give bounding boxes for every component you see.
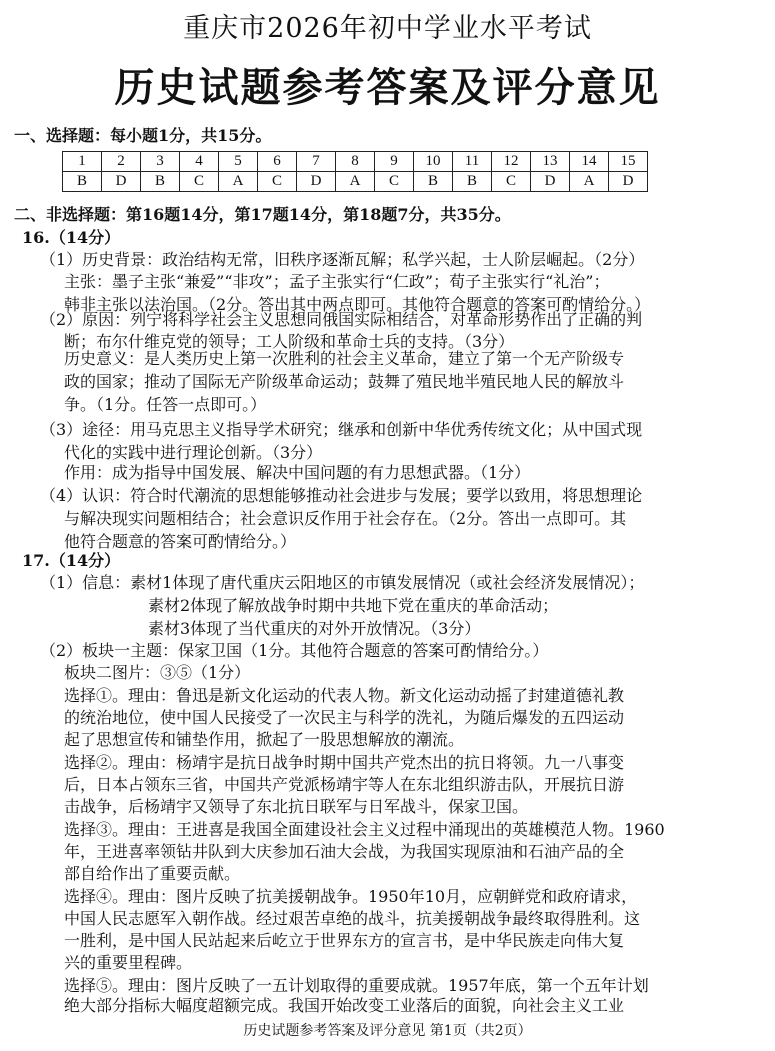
question-number-cell: 7 [297, 152, 336, 172]
answer-line: （4）认识：符合时代潮流的思想能够推动社会进步与发展；要学以致用，将思想理论 [40, 486, 643, 505]
answer-cell: C [375, 172, 414, 192]
answer-cell: B [453, 172, 492, 192]
answer-line: 与解决现实问题相结合；社会意识反作用于社会存在。（2分。答出一点即可。其 [64, 509, 627, 528]
answer-cell: B [414, 172, 453, 192]
answer-line: 后，日本占领东三省，中国共产党派杨靖宇等人在东北组织游击队，开展抗日游 [64, 775, 625, 794]
answer-line: 代化的实践中进行理论创新。（3分） [64, 443, 323, 462]
page-footer: 历史试题参考答案及评分意见 第1页（共2页） [243, 1023, 532, 1039]
question-number-cell: 14 [570, 152, 609, 172]
question-number-cell: 6 [258, 152, 297, 172]
question-number-cell: 3 [141, 152, 180, 172]
answer-line: 素材3体现了当代重庆的对外开放情况。（3分） [148, 619, 481, 638]
question-16-heading: 16.（14分） [22, 228, 121, 247]
question-number-cell: 1 [63, 152, 102, 172]
answer-line: 选择②。理由：杨靖宇是抗日战争时期中国共产党杰出的抗日将领。九一八事变 [64, 753, 625, 772]
answer-line: 板块二图片：③⑤（1分） [64, 663, 251, 682]
answer-key-row [63, 172, 648, 192]
question-number-cell: 13 [531, 152, 570, 172]
question-number-cell: 5 [219, 152, 258, 172]
answer-line: （1）历史背景：政治结构无常，旧秩序逐渐瓦解；私学兴起，士人阶层崛起。（2分） [40, 250, 645, 269]
question-17-heading: 17.（14分） [22, 551, 121, 570]
answer-cell: B [63, 172, 102, 192]
question-number-cell: 8 [336, 152, 375, 172]
answer-line: 的统治地位，使中国人民接受了一次民主与科学的洗礼，为随后爆发的五四运动 [64, 708, 625, 727]
answer-line: 政的国家；推动了国际无产阶级革命运动；鼓舞了殖民地半殖民地人民的解放斗 [64, 372, 625, 391]
answer-line: 选择③。理由：王进喜是我国全面建设社会主义过程中涌现出的英雄模范人物。1960 [64, 820, 665, 839]
answer-line: 选择④。理由：图片反映了抗美援朝战争。1950年10月，应朝鲜党和政府请求， [64, 887, 638, 906]
answer-line: （2）原因：列宁将科学社会主义思想同俄国实际相结合，对革命形势作出了正确的判 [40, 310, 643, 329]
answer-cell: A [336, 172, 375, 192]
question-number-cell: 10 [414, 152, 453, 172]
answer-line: 素材2体现了解放战争时期中共地下党在重庆的革命活动； [148, 596, 559, 615]
answer-line: 兴的重要里程碑。 [64, 953, 193, 972]
section-1-heading: 一、选择题：每小题1分，共15分。 [14, 126, 272, 145]
answer-line: 年，王进喜率领钻井队到大庆参加石油大会战，为我国实现原油和石油产品的全 [64, 842, 625, 861]
answer-line: （3）途径：用马克思主义指导学术研究；继承和创新中华优秀传统文化；从中国式现 [40, 420, 643, 439]
answer-line: 争。（1分。任答一点即可。） [64, 395, 267, 414]
question-number-cell: 11 [453, 152, 492, 172]
answer-cell: C [180, 172, 219, 192]
answer-line: （2）板块一主题：保家卫国（1分。其他符合题意的答案可酌情给分。） [40, 641, 549, 660]
answer-line: （1）信息：素材1体现了唐代重庆云阳地区的市镇发展情况（或社会经济发展情况）； [40, 573, 645, 592]
answer-cell: C [492, 172, 531, 192]
answer-line: 绝大部分指标大幅度超额完成。我国开始改变工业落后的面貌，向社会主义工业 [64, 996, 625, 1015]
question-number-cell: 9 [375, 152, 414, 172]
answer-cell: A [219, 172, 258, 192]
question-number-cell: 4 [180, 152, 219, 172]
question-number-cell: 2 [102, 152, 141, 172]
answer-cell: A [570, 172, 609, 192]
answer-line: 他符合题意的答案可酌情给分。） [64, 532, 297, 551]
answer-line: 作用：成为指导中国发展、解决中国问题的有力思想武器。（1分） [64, 463, 531, 482]
question-number-cell: 12 [492, 152, 531, 172]
answer-line: 选择⑤。理由：图片反映了一五计划取得的重要成就。1957年底，第一个五年计划 [64, 976, 649, 995]
exam-title: 重庆市2026年初中学业水平考试 [183, 13, 592, 44]
section-2-heading: 二、非选择题：第16题14分，第17题14分，第18题7分，共35分。 [14, 205, 511, 224]
question-number-cell: 15 [609, 152, 648, 172]
multiple-choice-answer-table [62, 151, 648, 192]
answer-line: 选择①。理由：鲁迅是新文化运动的代表人物。新文化运动动摇了封建道德礼教 [64, 686, 625, 705]
answer-cell: D [531, 172, 570, 192]
answer-line: 起了思想宣传和铺垫作用，掀起了一股思想解放的潮流。 [64, 730, 465, 749]
answer-cell: C [258, 172, 297, 192]
answer-line: 断；布尔什维克党的领导；工人阶级和革命士兵的支持。（3分） [64, 332, 515, 351]
answer-line: 韩非主张以法治国。（2分。答出其中两点即可。其他符合题意的答案可酌情给分。） [64, 295, 651, 314]
answer-cell: D [102, 172, 141, 192]
answer-cell: B [141, 172, 180, 192]
answer-line: 部自给作出了重要贡献。 [64, 864, 241, 883]
answer-line: 中国人民志愿军入朝作战。经过艰苦卓绝的战斗，抗美援朝战争最终取得胜利。这 [64, 909, 641, 928]
document-title: 历史试题参考答案及评分意见 [114, 64, 661, 111]
answer-line: 一胜利，是中国人民站起来后屹立于世界东方的宣言书，是中华民族走向伟大复 [64, 931, 625, 950]
answer-cell: D [609, 172, 648, 192]
question-number-row [63, 152, 648, 172]
answer-line: 历史意义：是人类历史上第一次胜利的社会主义革命，建立了第一个无产阶级专 [64, 349, 625, 368]
answer-line: 击战争，后杨靖宇又领导了东北抗日联军与日军战斗，保家卫国。 [64, 797, 529, 816]
answer-cell: D [297, 172, 336, 192]
answer-line: 主张：墨子主张“兼爱”“非攻”；孟子主张实行“仁政”；荀子主张实行“礼治”； [64, 272, 610, 291]
